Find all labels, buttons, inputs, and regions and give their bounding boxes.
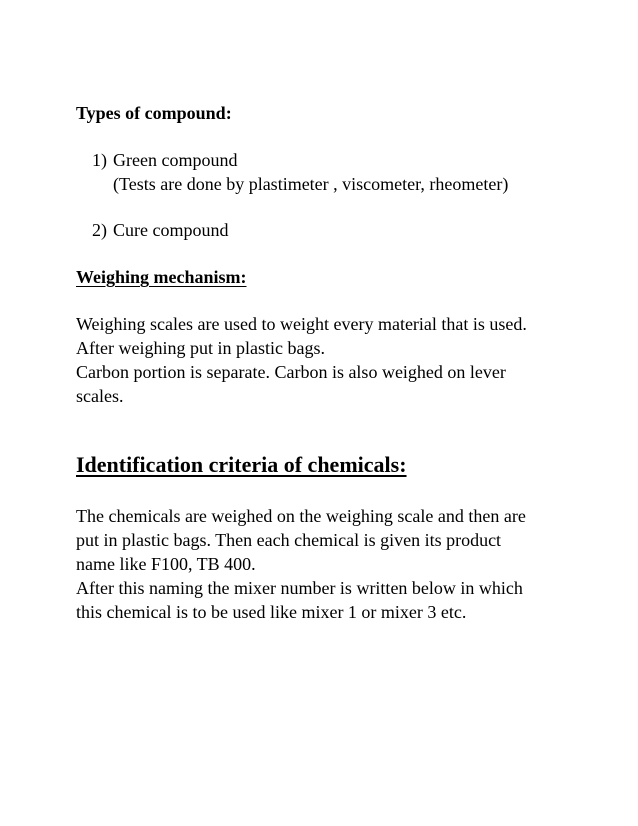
paragraph-line: this chemical is to be used like mixer 1 or mixer 3 etc. bbox=[76, 602, 467, 622]
list-item-number: 2) bbox=[92, 220, 107, 240]
identification-criteria-heading: Identification criteria of chemicals: bbox=[76, 452, 407, 477]
weighing-mechanism-heading: Weighing mechanism: bbox=[76, 267, 247, 287]
paragraph-line: Carbon portion is separate. Carbon is also weighed on lever bbox=[76, 362, 506, 382]
list-item-cure-compound: Cure compound bbox=[113, 220, 229, 240]
paragraph-line: Weighing scales are used to weight every material that is used. bbox=[76, 314, 527, 334]
list-item-number: 1) bbox=[92, 150, 107, 170]
paragraph-line: The chemicals are weighed on the weighing scale and then are bbox=[76, 506, 526, 526]
paragraph-line: After this naming the mixer number is written below in which bbox=[76, 578, 523, 598]
list-item-green-compound: Green compound bbox=[113, 150, 238, 170]
paragraph-line: scales. bbox=[76, 386, 124, 406]
paragraph-line: After weighing put in plastic bags. bbox=[76, 338, 325, 358]
paragraph-line: put in plastic bags. Then each chemical is given its product bbox=[76, 530, 502, 550]
list-item-note: (Tests are done by plastimeter , viscometer, rheometer) bbox=[113, 174, 509, 194]
types-of-compound-heading: Types of compound: bbox=[76, 103, 232, 123]
paragraph-line: name like F100, TB 400. bbox=[76, 554, 256, 574]
